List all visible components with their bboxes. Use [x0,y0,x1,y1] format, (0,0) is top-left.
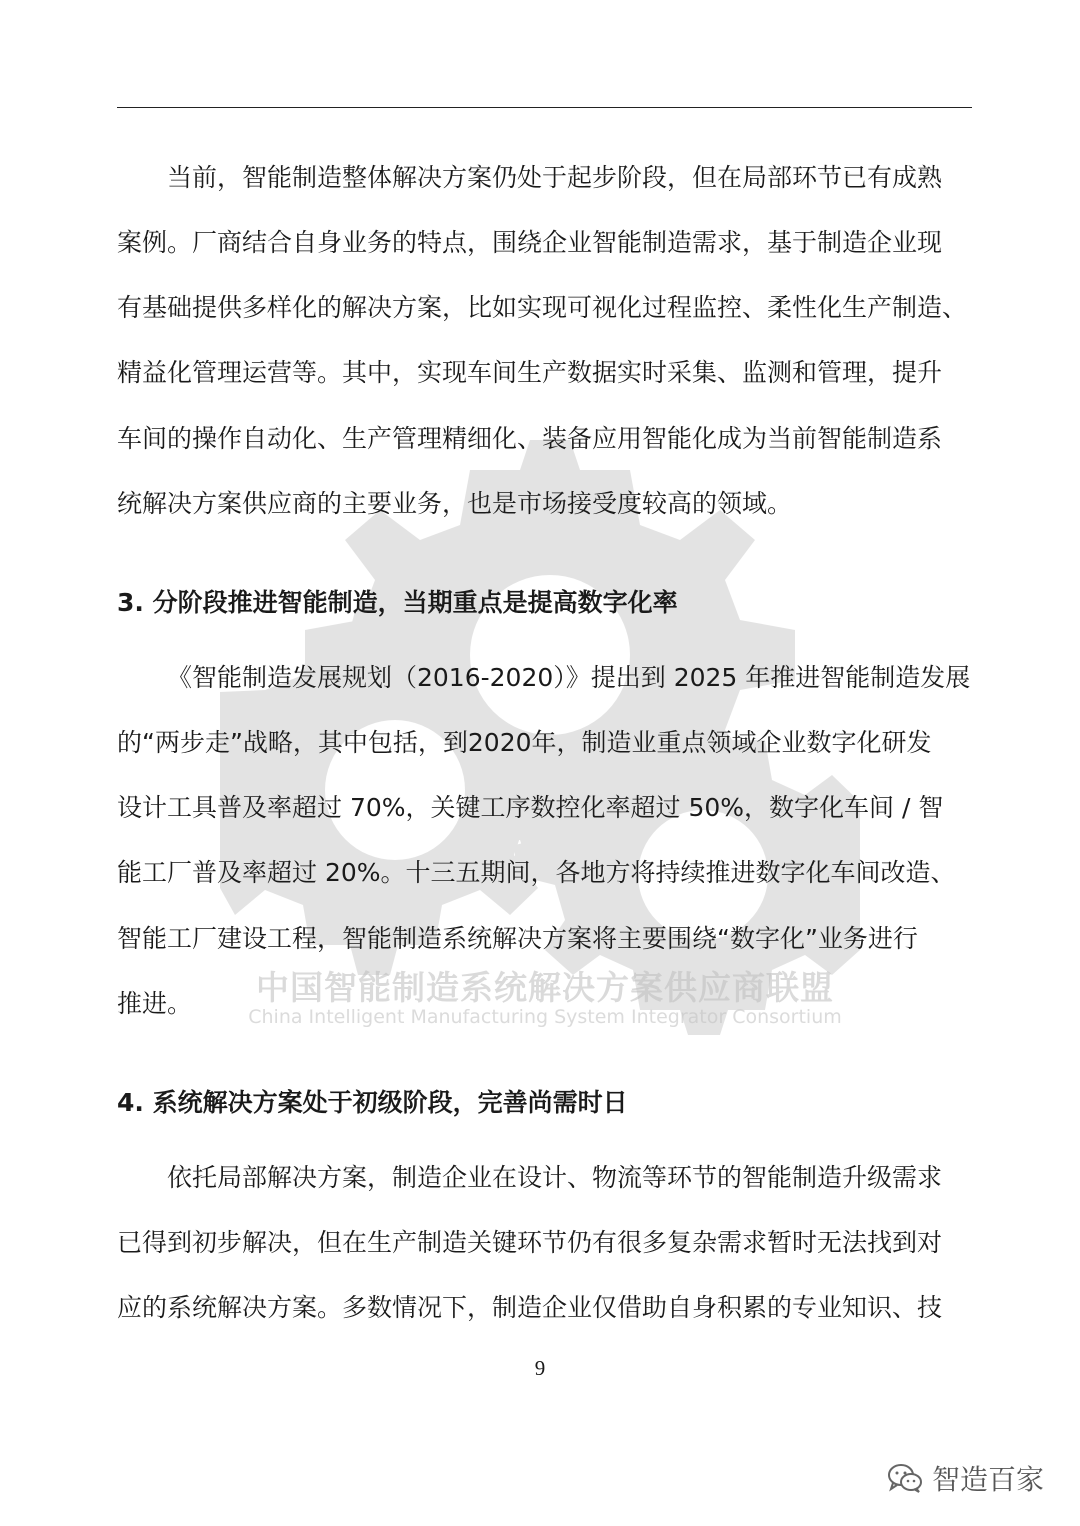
wechat-icon [886,1461,924,1495]
paragraph-line: 《智能制造发展规划（2016-2020）》提出到 2025 年推进智能制造发展 [167,663,971,692]
paragraph-line: 能工厂普及率超过 20%。十三五期间，各地方将持续推进数字化车间改造、 [117,858,956,887]
page-number: 9 [534,1356,546,1380]
paragraph-line: 设计工具普及率超过 70%，关键工序数控化率超过 50%，数字化车间 / 智 [117,793,944,822]
paragraph-line: 统解决方案供应商的主要业务，也是市场接受度较高的领域。 [117,489,793,518]
paragraph-line: 精益化管理运营等。其中，实现车间生产数据实时采集、监测和管理，提升 [117,358,943,387]
paragraph-line: 依托局部解决方案，制造企业在设计、物流等环节的智能制造升级需求 [167,1163,943,1192]
watermark-title-en: China Intelligent Manufacturing System Integrator Consortium [248,1006,842,1028]
section-heading: 4. 系统解决方案处于初级阶段，完善尚需时日 [117,1088,628,1117]
paragraph-line: 有基础提供多样化的解决方案，比如实现可视化过程监控、柔性化生产制造、 [117,293,968,322]
paragraph-line: 的“两步走”战略，其中包括，到2020年，制造业重点领域企业数字化研发 [117,728,932,757]
paragraph-line: 已得到初步解决，但在生产制造关键环节仍有很多复杂需求暂时无法找到对 [117,1228,943,1257]
paragraph-line: 当前，智能制造整体解决方案仍处于起步阶段，但在局部环节已有成熟 [167,163,943,192]
header-rule [117,107,972,108]
paragraph-line: 应的系统解决方案。多数情况下，制造企业仅借助自身积累的专业知识、技 [117,1293,943,1322]
section-heading: 3. 分阶段推进智能制造，当期重点是提高数字化率 [117,588,678,617]
paragraph-line: 车间的操作自动化、生产管理精细化、装备应用智能化成为当前智能制造系 [117,424,943,453]
paragraph-line: 智能工厂建设工程，智能制造系统解决方案将主要围绕“数字化”业务进行 [117,924,918,953]
brand-badge [886,1458,1044,1498]
brand-name: 智造百家 [931,1463,1044,1496]
paragraph-line: 推进。 [117,989,193,1018]
paragraph-line: 案例。厂商结合自身业务的特点，围绕企业智能制造需求，基于制造企业现 [117,228,943,257]
watermark-title-cn: 中国智能制造系统解决方案供应商联盟 [256,968,834,1007]
